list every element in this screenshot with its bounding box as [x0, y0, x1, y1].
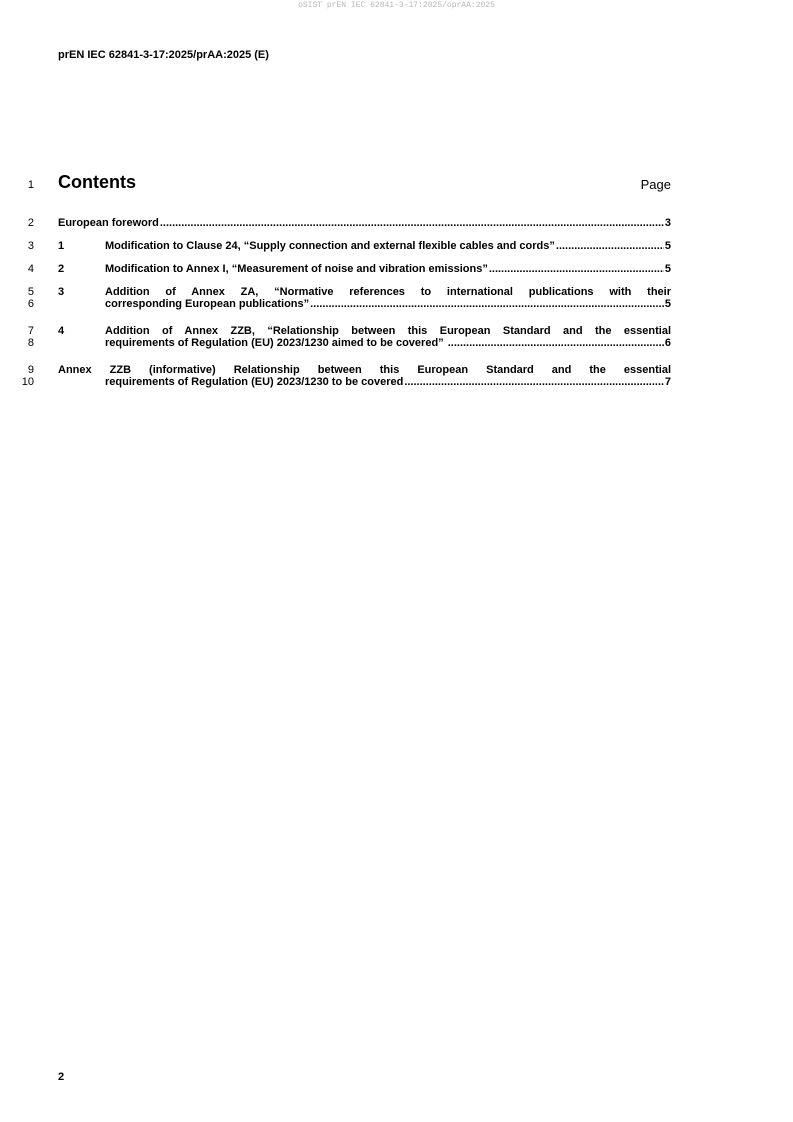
page-number: 2	[58, 1071, 65, 1083]
toc-title-line2: corresponding European publications”	[105, 298, 310, 310]
toc-leader	[448, 337, 664, 349]
watermark: oSIST prEN IEC 62841-3-17:2025/oprAA:2025	[298, 1, 495, 10]
toc-entry-4[interactable]	[58, 325, 671, 349]
toc-entry-1[interactable]	[58, 240, 671, 252]
toc-number: 3	[58, 286, 65, 298]
toc-page: 3	[664, 217, 671, 229]
line-number: 7	[27, 325, 34, 337]
toc-title-line1: Addition of Annex ZZB, “Relationship between this European Standard and the essential	[105, 325, 671, 337]
toc-entry-annex-zzb[interactable]	[58, 364, 671, 388]
line-number: 1	[27, 179, 34, 191]
line-number: 5	[27, 286, 34, 298]
toc-page: 7	[664, 376, 671, 388]
line-number: 9	[27, 364, 34, 376]
toc-title: Modification to Clause 24, “Supply connection and external flexible cables and cords”	[105, 240, 555, 252]
contents-heading: Contents	[58, 172, 136, 192]
document-identifier: prEN IEC 62841-3-17:2025/prAA:2025 (E)	[58, 49, 269, 61]
toc-number: 4	[58, 325, 65, 337]
toc-title-line1: Addition of Annex ZA, “Normative references to international publications with their	[105, 286, 671, 298]
toc-entry-foreword[interactable]	[58, 217, 671, 229]
toc-page: 5	[664, 263, 671, 275]
toc-page: 6	[664, 337, 671, 349]
line-number: 10	[21, 376, 34, 388]
toc-page: 5	[664, 298, 671, 310]
toc-page: 5	[664, 240, 671, 252]
toc-entry-2[interactable]	[58, 263, 671, 275]
toc-title: European foreword	[58, 217, 159, 229]
toc-leader	[489, 263, 664, 275]
line-number: 4	[27, 263, 34, 275]
line-number: 6	[27, 298, 34, 310]
toc-entry-3[interactable]	[58, 286, 671, 310]
toc-number: 2	[58, 263, 65, 275]
toc-title-line2: requirements of Regulation (EU) 2023/1230 to be covered	[105, 376, 404, 388]
toc-title: Modification to Annex I, “Measurement of noise and vibration emissions”	[105, 263, 488, 275]
toc-leader	[160, 217, 664, 229]
toc-title-line2: requirements of Regulation (EU) 2023/1230 aimed to be covered”	[105, 337, 447, 349]
toc-leader	[404, 376, 664, 388]
line-number: 2	[27, 217, 34, 229]
page-column-label: Page	[640, 177, 671, 192]
toc-leader	[556, 240, 664, 252]
toc-title-line1: Annex ZZB (informative) Relationship between this European Standard and the essential	[58, 364, 671, 376]
line-number: 3	[27, 240, 34, 252]
line-number: 8	[27, 337, 34, 349]
toc-leader	[310, 298, 664, 310]
toc-number: 1	[58, 240, 65, 252]
